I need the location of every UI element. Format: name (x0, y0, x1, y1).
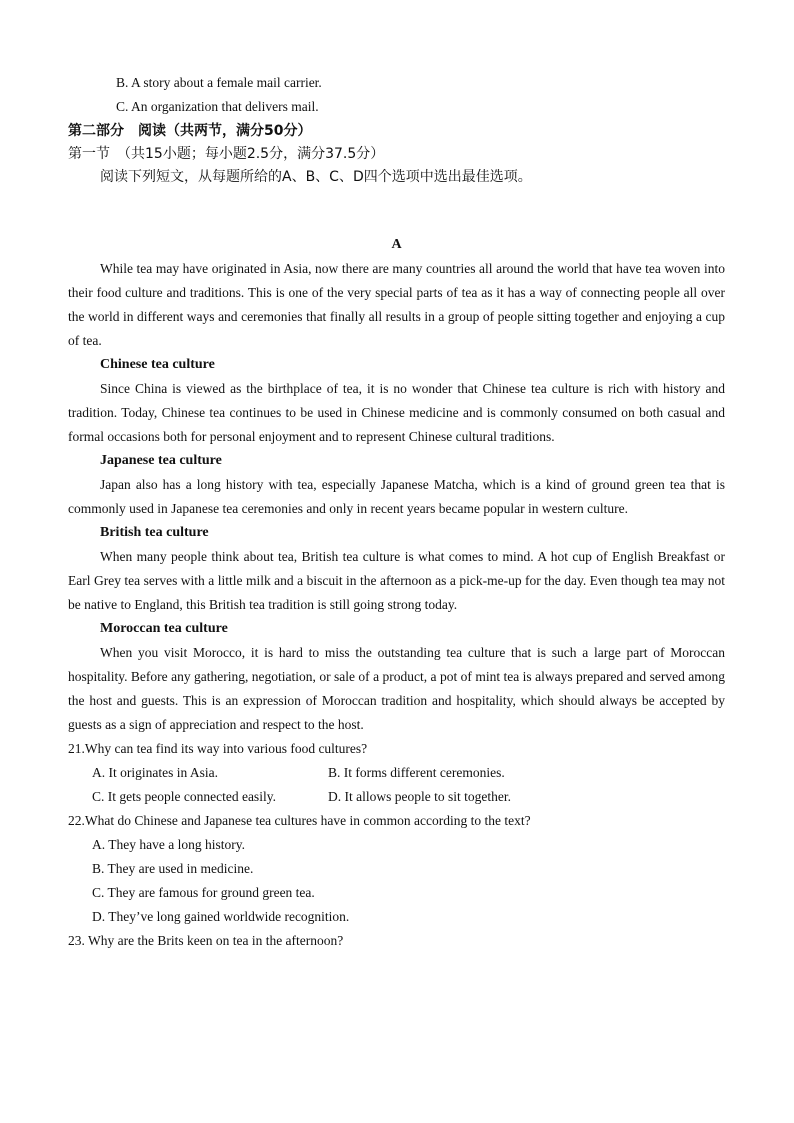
option-22-c[interactable]: C. They are famous for ground green tea. (92, 885, 315, 900)
option-22-a[interactable]: A. They have a long history. (92, 837, 245, 852)
previous-option-c: C. An organization that delivers mail. (116, 99, 319, 114)
option-21-d[interactable]: D. It allows people to sit together. (328, 789, 511, 804)
previous-option-b: B. A story about a female mail carrier. (116, 75, 322, 90)
paragraph-british-tea: When many people think about tea, British tea culture is what comes to mind. A hot cup of English Breakfast or Earl Grey tea serves with a little milk and a biscuit in the afternoon as a pick-me-up for the day. Even though tea may not be native to England, this British tea tradition is still going strong today. (68, 549, 725, 612)
heading-british-tea: British tea culture (100, 525, 209, 540)
instruction: 阅读下列短文，从每题所给的A、B、C、D四个选项中选出最佳选项。 (100, 169, 532, 185)
question-22: 22.What do Chinese and Japanese tea cultures have in common according to the text? (68, 813, 531, 828)
option-21-c[interactable]: C. It gets people connected easily. (92, 789, 276, 804)
question-21-options-row-1 (68, 761, 725, 785)
option-21-a[interactable]: A. It originates in Asia. (92, 765, 218, 780)
paragraph-moroccan-tea: When you visit Morocco, it is hard to miss the outstanding tea culture that is such a large part of Moroccan hospitality. Before any gathering, negotiation, or sale of a product, a pot of mint tea is always prepared and served among the host and guests. This is an expression of Moroccan tradition and hospitality, which should always be accepted by guests as a sign of appreciation and respect to the host. (68, 645, 725, 732)
option-22-d[interactable]: D. They’ve long gained worldwide recognition. (92, 909, 350, 924)
passage-label: A (391, 237, 402, 252)
paragraph-japanese-tea: Japan also has a long history with tea, especially Japanese Matcha, which is a kind of ground green tea that is commonly used in Japanese tea ceremonies and only in recent years became popular in western culture. (68, 477, 725, 516)
question-21-options-row-2 (68, 785, 725, 809)
subsection-title: 第一节 （共15小题；每小题2.5分，满分37.5分） (68, 146, 385, 162)
option-21-b[interactable]: B. It forms different ceremonies. (328, 765, 505, 780)
heading-chinese-tea: Chinese tea culture (100, 357, 215, 372)
question-21: 21.Why can tea find its way into various food cultures? (68, 741, 368, 756)
paragraph-chinese-tea: Since China is viewed as the birthplace of tea, it is no wonder that Chinese tea culture is rich with history and tradition. Today, Chinese tea continues to be used in Chinese medicine and is commonly consumed on both casual and formal occasions both for personal enjoyment and to represent Chinese cultural traditions. (68, 381, 725, 444)
passage-intro: While tea may have originated in Asia, now there are many countries all around the world that have tea woven into their food culture and traditions. This is one of the very special parts of tea as it has a way of connecting people all over the world in different ways and ceremonies that finally all results in a group of people sitting together and enjoying a cup of tea. (68, 261, 725, 348)
heading-japanese-tea: Japanese tea culture (100, 453, 222, 468)
section-title: 第二部分 阅读（共两节，满分50分） (68, 123, 312, 139)
heading-moroccan-tea: Moroccan tea culture (100, 621, 228, 636)
option-22-b[interactable]: B. They are used in medicine. (92, 861, 254, 876)
question-23: 23. Why are the Brits keen on tea in the afternoon? (68, 933, 344, 948)
